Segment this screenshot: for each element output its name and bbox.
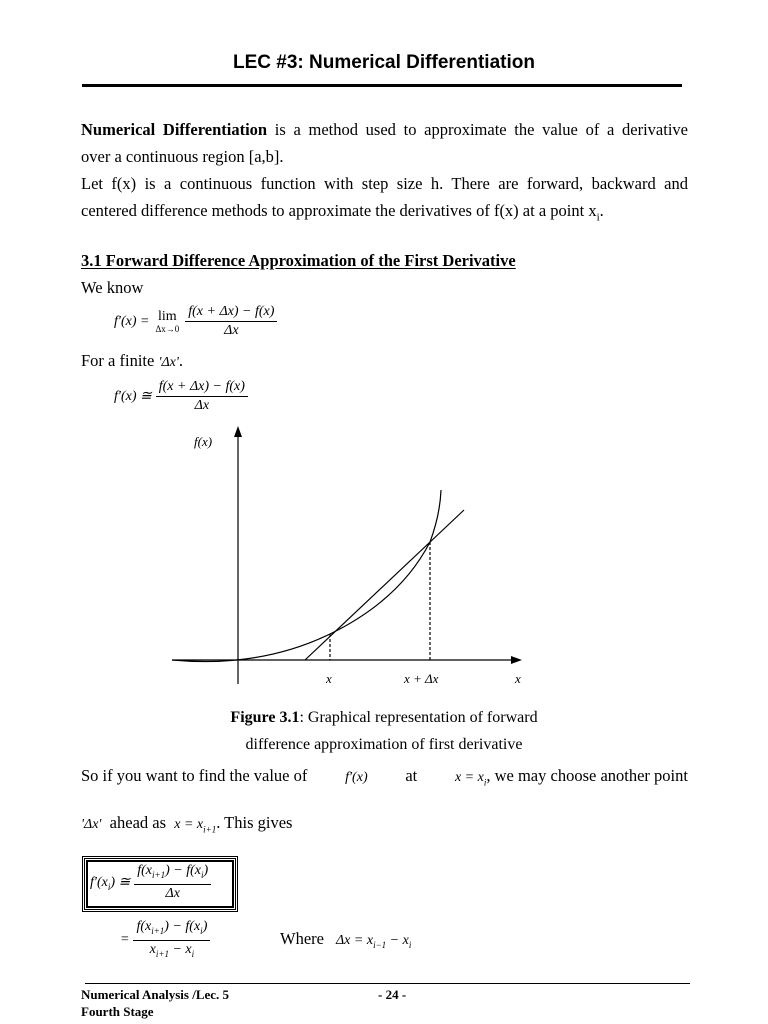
where-mid: − x [386,933,409,948]
ahead-math: 'Δx' [81,817,102,832]
equation-difference [120,918,210,963]
we-know-text: We know [81,278,144,297]
for-finite-end: . [178,351,183,370]
eq2-lhs: f′(x) ≅ [114,389,152,404]
eq3-num-end: ) [202,919,208,934]
eq2-denominator: Δx [194,398,210,413]
where-math [336,933,411,950]
so-if-rest: , we may choose another point [486,766,688,785]
intro-line-4-text: centered difference methods to approximate the derivatives of f(x) at a point x [81,201,597,220]
x-axis-label: x [515,671,521,686]
eq1-lim: lim [158,309,177,324]
ahead-math-2: x = x [174,817,204,832]
eq3-num-a: f(x [136,919,152,934]
eq3-fraction [133,918,210,963]
figure-caption-line-2: difference approximation of first derivative [245,736,523,753]
intro-line-4-sub: i [596,211,600,224]
ahead-text: ahead as [109,813,167,832]
eq3-denominator [147,941,197,963]
eq3-den-a: x [149,941,156,957]
x-tick-x-plus-dx: x + Δx [404,671,439,686]
boxed-denominator: Δx [165,885,180,901]
intro-line-3: Let f(x) is a continuous function with step size h. There are forward, backward and [81,174,688,193]
at-text: at [405,766,418,785]
so-if-line [81,766,688,787]
for-finite-text: For a finite [81,351,155,370]
where-math-a: Δx = x [335,933,374,948]
eq1-denominator: Δx [224,323,239,338]
boxed-num-a: f(x [137,863,153,878]
secant-line [305,510,464,660]
so-if-math-2-sub: i [483,777,487,788]
boxed-lhs-end: ) ≅ [110,874,131,890]
where-sub-2: i [408,939,412,950]
eq3-num-sub-1: i+1 [151,925,165,936]
gives-text: . This gives [216,813,293,832]
eq1-lhs: f′(x) = [114,313,150,329]
boxed-equation-content [90,862,211,903]
so-if-text: So if you want to find the value of [81,766,308,785]
so-if-math-1: f′(x) [345,770,368,785]
boxed-num-mid: ) − f(x [165,863,201,878]
eq3-numerator [133,918,210,941]
function-curve [172,490,441,662]
eq3-num-mid: ) − f(x [164,919,201,934]
boxed-lhs-sub: i [107,881,111,892]
figure-caption-rest: : Graphical representation of forward [299,709,538,726]
footer-course: Numerical Analysis /Lec. 5 [81,987,230,1002]
eq3-equals: = [120,932,130,948]
eq3-den-mid: − x [168,941,192,957]
figure-caption-bold: Figure 3.1 [230,709,300,726]
intro-line-4-end: . [599,201,604,220]
intro-line-2: over a continuous region [a,b]. [81,147,284,166]
x-axis-arrow [511,656,522,664]
ahead-line [81,813,292,834]
x-tick-x: x [326,671,332,686]
where-sub-1: i−1 [373,939,387,950]
so-if-math-2: x = x [454,770,484,785]
intro-line-1-text: is a method used to approximate the value of a derivative [267,120,688,139]
eq3-num-sub-2: i [200,925,203,936]
intro-term: Numerical Differentiation [81,120,268,139]
footer-stage: Fourth Stage [81,1004,154,1019]
eq2-numerator: f(x + Δx) − f(x) [156,378,248,397]
page-title: LEC #3: Numerical Differentiation [233,52,535,73]
boxed-num-sub-2: i [200,869,204,880]
footer-rule [85,983,690,984]
ahead-math-2-sub: i+1 [203,824,217,835]
y-axis-label: f(x) [194,434,213,449]
section-heading: 3.1 Forward Difference Approximation of the First Derivative [81,251,516,270]
boxed-fraction [134,862,211,903]
where-line [280,929,411,950]
boxed-lhs [90,874,130,892]
boxed-num-sub-1: i+1 [152,869,166,880]
where-text: Where [280,929,324,948]
for-finite-math: 'Δx' [158,355,179,370]
boxed-numerator [134,862,211,885]
figure-caption-line-1 [0,704,768,731]
y-axis-arrow [234,426,242,437]
eq1-numerator: f(x + Δx) − f(x) [185,303,277,322]
boxed-num-end: ) [203,863,209,878]
boxed-lhs-text: f′(x [90,874,108,890]
eq3-den-sub-2: i [191,948,195,959]
footer-page-number: - 24 - [378,987,407,1002]
eq1-lim-sub: Δx→0 [155,324,180,334]
eq3-den-sub-1: i+1 [155,948,169,959]
